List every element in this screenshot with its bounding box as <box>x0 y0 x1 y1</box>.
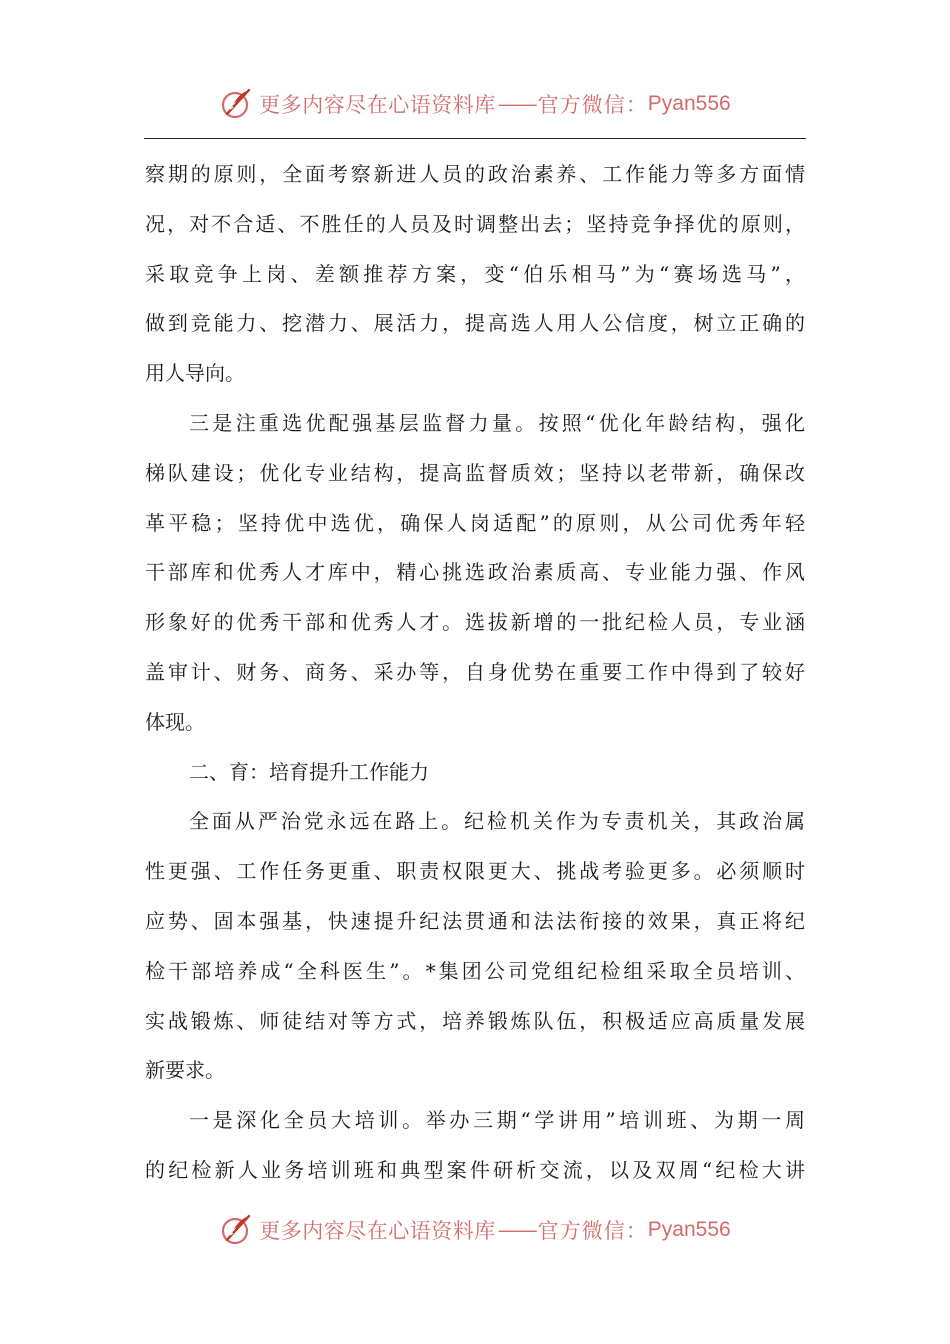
quill-logo-icon <box>219 1213 253 1247</box>
text-line: 用人导向。 <box>145 361 245 386</box>
footer-banner <box>0 1208 950 1252</box>
text-line: 应势、固本强基，快速提升纪法贯通和法法衔接的效果，真正将纪 <box>145 908 805 933</box>
banner-wechat-handle: Pyan556 <box>647 92 731 115</box>
banner-separator: —— <box>497 92 536 116</box>
paragraph-start-line: 三是注重选优配强基层监督力量。按照“优化年龄结构，强化 <box>189 410 805 435</box>
document-body <box>145 150 805 1196</box>
banner-title: 更多内容尽在心语资料库 <box>259 93 496 117</box>
text-line: 革平稳；坚持优中选优，确保人岗适配”的原则，从公司优秀年轻 <box>145 510 805 535</box>
text-line: 形象好的优秀干部和优秀人才。选拔新增的一批纪检人员，专业涵 <box>145 610 805 635</box>
text-line: 体现。 <box>145 709 205 734</box>
text-line: 性更强、工作任务更重、职责权限更大、挑战考验更多。必须顺时 <box>145 859 805 884</box>
text-line: 做到竞能力、挖潜力、展活力，提高选人用人公信度，树立正确的 <box>145 311 805 336</box>
paragraph-start-line: 全面从严治党永远在路上。纪检机关作为专责机关，其政治属 <box>189 809 805 834</box>
text-line: 察期的原则，全面考察新进人员的政治素养、工作能力等多方面情 <box>145 162 805 186</box>
quill-logo-icon <box>219 87 253 121</box>
banner-separator: —— <box>497 1218 536 1242</box>
text-line: 实战锻炼、师徒结对等方式，培养锻炼队伍，积极适应高质量发展 <box>145 1008 805 1033</box>
header-banner <box>0 82 950 126</box>
banner-official-label: 官方微信： <box>537 93 648 117</box>
banner-official-label: 官方微信： <box>537 1219 648 1243</box>
text-line: 检干部培养成“全科医生”。*集团公司党组纪检组采取全员培训、 <box>145 958 805 983</box>
paragraph-start-line: 一是深化全员大培训。举办三期“学讲用”培训班、为期一周 <box>189 1108 805 1133</box>
text-line: 况，对不合适、不胜任的人员及时调整出去；坚持竞争择优的原则， <box>145 211 805 236</box>
text-line: 盖审计、财务、商务、采办等，自身优势在重要工作中得到了较好 <box>145 659 805 684</box>
banner-wechat-handle: Pyan556 <box>647 1218 731 1241</box>
text-line: 新要求。 <box>145 1058 225 1083</box>
text-line: 梯队建设；优化专业结构，提高监督质效；坚持以老带新，确保改 <box>145 460 805 485</box>
banner-title: 更多内容尽在心语资料库 <box>259 1219 496 1243</box>
text-line: 干部库和优秀人才库中，精心挑选政治素质高、专业能力强、作风 <box>145 560 805 585</box>
section-heading: 二、育：培育提升工作能力 <box>189 759 429 784</box>
text-line: 采取竞争上岗、差额推荐方案，变“伯乐相马”为“赛场选马”， <box>145 261 805 286</box>
text-line: 的纪检新人业务培训班和典型案件研析交流，以及双周“纪检大讲 <box>145 1157 805 1182</box>
header-divider <box>144 138 806 139</box>
